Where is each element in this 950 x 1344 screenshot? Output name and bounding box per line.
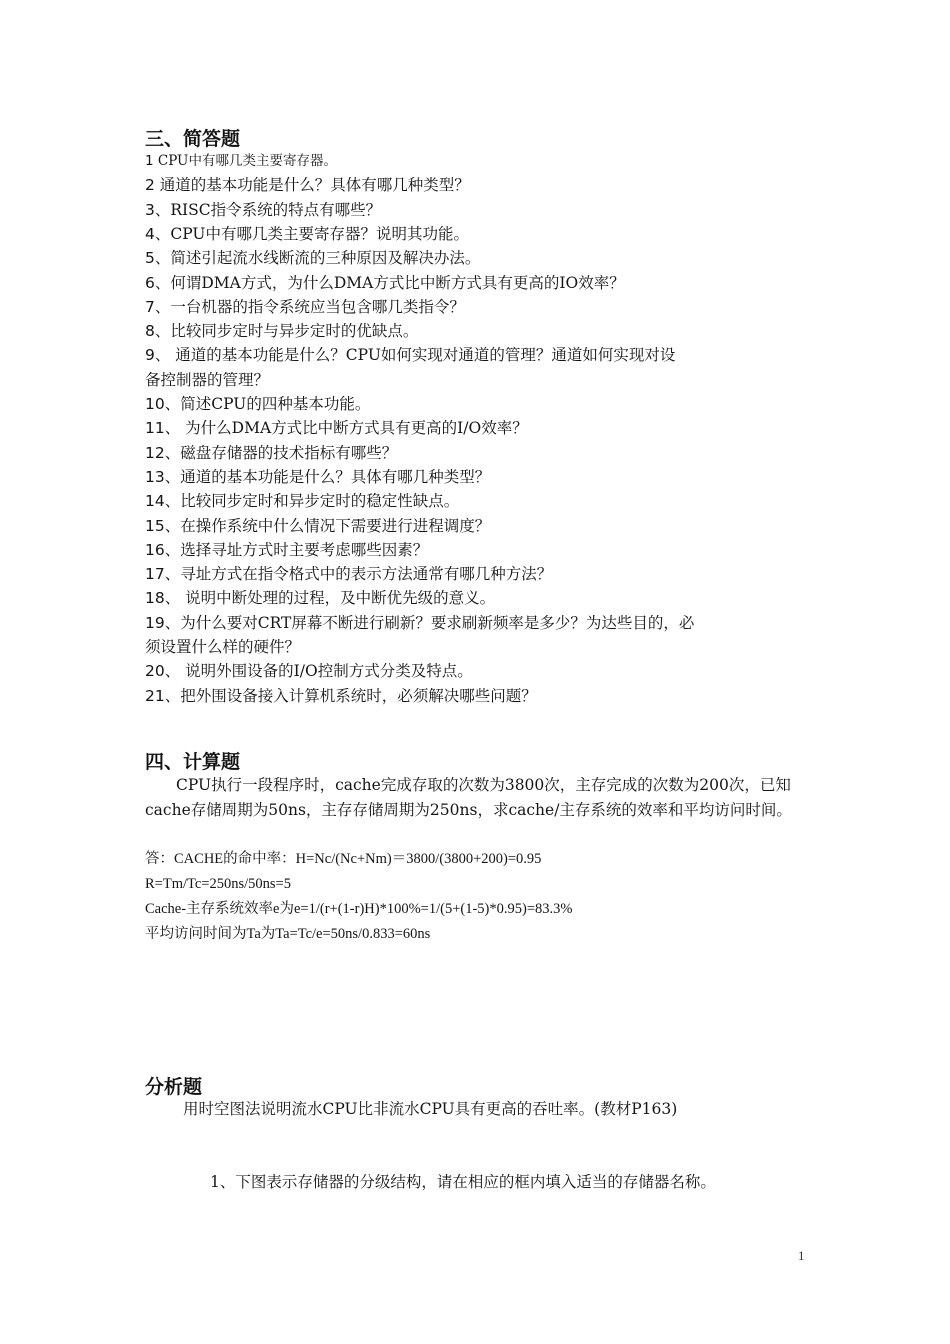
question-7 [145, 295, 465, 319]
question-4 [145, 222, 469, 246]
question-9 [145, 343, 675, 367]
question-3 [145, 198, 381, 222]
question-text: 、寻址方式在指令格式中的表示方法通常有哪几种方法？ [164, 565, 553, 584]
question-16 [145, 538, 428, 562]
question-text: 、在操作系统中什么情况下需要进行进程调度？ [164, 516, 491, 535]
question-text: 、把外围设备接入计算机系统时，必须解决哪些问题？ [164, 686, 537, 705]
question-9-continuation: 备控制器的管理？ [145, 370, 270, 389]
question-text: 、CPU中有哪几类主要寄存器？说明其功能。 [154, 224, 469, 243]
question-text: 、 为什么DMA方式比中断方式具有更高的I/O效率？ [164, 419, 528, 438]
answer-line-2: R=Tm/Tc=250ns/50ns=5 [145, 876, 291, 892]
question-number: 20 [145, 662, 165, 681]
question-number: 8 [145, 322, 155, 341]
question-15 [145, 514, 490, 538]
question-number: 17 [145, 565, 165, 584]
question-13 [145, 465, 490, 489]
question-2 [145, 173, 470, 197]
question-18 [145, 586, 495, 610]
page-number: 1 [798, 1248, 805, 1263]
question-text: 、RISC指令系统的特点有哪些？ [154, 200, 382, 219]
question-number: 10 [145, 395, 165, 413]
analysis-question: 用时空图法说明流水CPU比非流水CPU具有更高的吞吐率。(教材P163) [183, 1100, 678, 1118]
question-number: 9 [145, 346, 155, 365]
answer-line-4: 平均访问时间为Ta为Ta=Tc/e=50ns/0.833=60ns [145, 926, 431, 942]
question-14 [145, 489, 459, 513]
question-text: 、简述CPU的四种基本功能。 [164, 395, 371, 413]
question-text: 、 说明外围设备的I/O控制方式分类及特点。 [164, 662, 473, 681]
question-number: 13 [145, 467, 165, 486]
question-number: 15 [145, 516, 165, 535]
section-3-title: 三、简答题 [145, 128, 241, 150]
question-11 [145, 416, 528, 440]
question-number: 14 [145, 492, 165, 511]
question-number: 2 [145, 176, 155, 195]
question-number: 7 [145, 297, 155, 316]
question-text: 、选择寻址方式时主要考虑哪些因素？ [164, 540, 429, 559]
question-1 [145, 149, 337, 173]
question-text: 、通道的基本功能是什么？具体有哪几种类型？ [164, 467, 491, 486]
question-text: 、一台机器的指令系统应当包含哪几类指令？ [154, 297, 465, 316]
question-19 [145, 611, 694, 635]
question-text: 、何谓DMA方式，为什么DMA方式比中断方式具有更高的IO效率？ [154, 273, 625, 292]
question-text: 、磁盘存储器的技术指标有哪些？ [164, 443, 398, 462]
question-text: 、比较同步定时与异步定时的优缺点。 [154, 322, 419, 341]
question-17 [145, 562, 552, 586]
question-8 [145, 319, 418, 343]
question-number: 19 [145, 613, 165, 632]
question-number: 11 [145, 419, 165, 438]
question-20 [145, 659, 473, 683]
question-text: 、 说明中断处理的过程，及中断优先级的意义。 [164, 589, 496, 608]
question-10 [145, 392, 370, 416]
calculation-problem: CPU执行一段程序时，cache完成存取的次数为3800次，主存完成的次数为200次，已知cache存储周期为50ns，主存存储周期为250ns，求cache/主存系统的效率和平均访问时间。 [145, 776, 792, 819]
question-number: 18 [145, 589, 165, 608]
question-number: 21 [145, 686, 165, 705]
question-text: 、简述引起流水线断流的三种原因及解决办法。 [154, 249, 481, 268]
question-12 [145, 441, 397, 465]
analysis-subquestion: 1、下图表示存储器的分级结构，请在相应的框内填入适当的存储器名称。 [210, 1173, 716, 1191]
section-4-title: 四、计算题 [145, 751, 241, 773]
answer-line-3: Cache-主存系统效率e为e=1/(r+(1-r)H)*100%=1/(5+(1-5)*0.95)=83.3% [145, 901, 573, 917]
question-5 [145, 246, 480, 270]
question-number: 16 [145, 540, 165, 559]
question-6 [145, 271, 625, 295]
question-number: 5 [145, 249, 155, 268]
question-number: 3 [145, 200, 155, 219]
question-text: CPU中有哪几类主要寄存器。 [153, 153, 337, 169]
question-text: 、 通道的基本功能是什么？CPU如何实现对通道的管理？通道如何实现对设 [154, 346, 676, 365]
question-21 [145, 684, 537, 708]
question-text: 通道的基本功能是什么？具体有哪几种类型？ [154, 176, 470, 195]
question-number: 6 [145, 273, 155, 292]
answer-line-1: 答：CACHE的命中率：H=Nc/(Nc+Nm)＝3800/(3800+200)=0.95 [145, 851, 542, 867]
question-number: 1 [145, 153, 154, 169]
question-number: 12 [145, 443, 165, 462]
question-text: 、比较同步定时和异步定时的稳定性缺点。 [164, 492, 460, 511]
question-number: 4 [145, 224, 155, 243]
analysis-title: 分析题 [145, 1076, 203, 1098]
question-19-continuation: 须设置什么样的硬件？ [145, 638, 301, 656]
question-text: 、为什么要对CRT屏幕不断进行刷新？要求刷新频率是多少？为达些目的，必 [164, 613, 695, 632]
